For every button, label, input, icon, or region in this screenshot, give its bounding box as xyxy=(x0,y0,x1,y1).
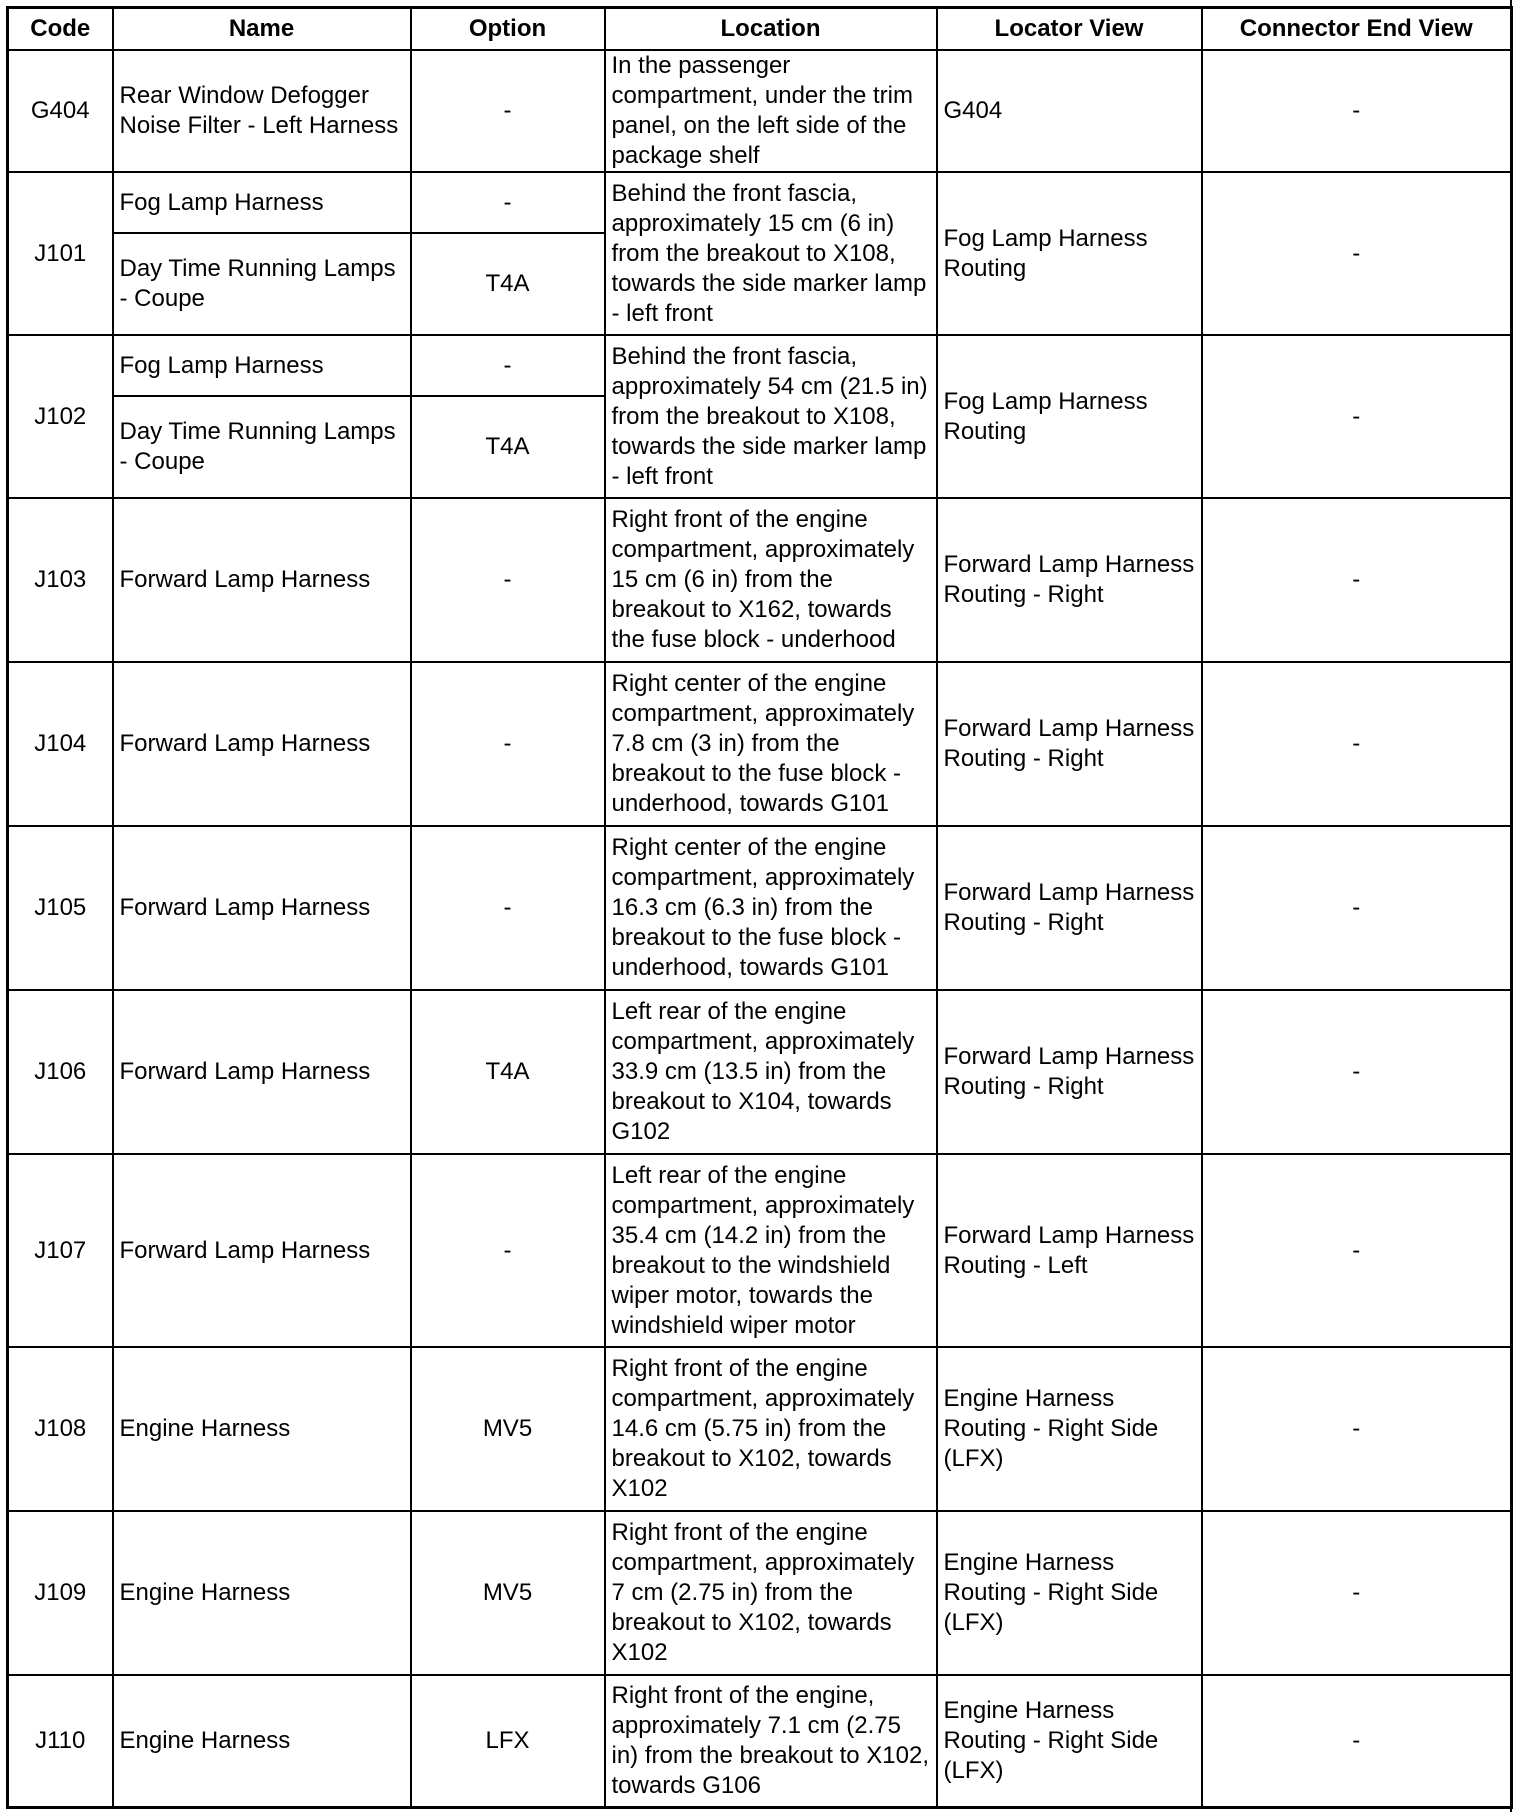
cell-location: Right center of the engine compartment, approximately 7.8 cm (3 in) from the breakout to the fuse block - underhood, towards G101 xyxy=(605,662,937,826)
cell-connector-end-view: - xyxy=(1202,1675,1512,1807)
cell-locator-view: Engine Harness Routing - Right Side (LFX) xyxy=(937,1347,1202,1511)
cell-name: Day Time Running Lamps - Coupe xyxy=(113,396,411,498)
table-row xyxy=(8,1675,1512,1807)
cell-locator-view: Forward Lamp Harness Routing - Right xyxy=(937,662,1202,826)
cell-code: J109 xyxy=(8,1511,113,1675)
cell-code: J103 xyxy=(8,498,113,662)
cell-locator-view: Engine Harness Routing - Right Side (LFX) xyxy=(937,1511,1202,1675)
cell-connector-end-view: - xyxy=(1202,50,1512,172)
cell-code: J106 xyxy=(8,990,113,1154)
cell-connector-end-view: - xyxy=(1202,990,1512,1154)
cell-option: T4A xyxy=(411,233,605,335)
cell-name: Rear Window Defogger Noise Filter - Left Harness xyxy=(113,50,411,172)
cell-option: T4A xyxy=(411,990,605,1154)
cell-connector-end-view: - xyxy=(1202,498,1512,662)
header-locator-view: Locator View xyxy=(937,8,1202,51)
table-row xyxy=(8,172,1512,233)
cell-name: Forward Lamp Harness xyxy=(113,826,411,990)
cell-code: J105 xyxy=(8,826,113,990)
cell-option: - xyxy=(411,662,605,826)
cell-code: J101 xyxy=(8,172,113,335)
table-row xyxy=(8,498,1512,662)
cell-location: Left rear of the engine compartment, approximately 33.9 cm (13.5 in) from the breakout to X104, towards G102 xyxy=(605,990,937,1154)
table-row xyxy=(8,50,1512,172)
header-connector-end-view: Connector End View xyxy=(1202,8,1512,51)
cell-locator-view: Forward Lamp Harness Routing - Left xyxy=(937,1154,1202,1347)
cell-location: Right front of the engine compartment, approximately 14.6 cm (5.75 in) from the breakout to X102, towards X102 xyxy=(605,1347,937,1511)
cell-option: - xyxy=(411,1154,605,1347)
cell-name: Engine Harness xyxy=(113,1347,411,1511)
cell-code: J110 xyxy=(8,1675,113,1807)
cell-locator-view: Fog Lamp Harness Routing xyxy=(937,172,1202,335)
cell-option: - xyxy=(411,172,605,233)
cell-location: Behind the front fascia, approximately 54 cm (21.5 in) from the breakout to X108, towards the side marker lamp - left front xyxy=(605,335,937,498)
cell-option: - xyxy=(411,826,605,990)
cell-locator-view: Forward Lamp Harness Routing - Right xyxy=(937,498,1202,662)
cell-locator-view: Forward Lamp Harness Routing - Right xyxy=(937,990,1202,1154)
harness-connector-table xyxy=(6,6,1513,1809)
table-row xyxy=(8,335,1512,396)
cell-name: Fog Lamp Harness xyxy=(113,335,411,396)
cell-locator-view: Engine Harness Routing - Right Side (LFX) xyxy=(937,1675,1202,1807)
cell-name: Forward Lamp Harness xyxy=(113,990,411,1154)
cell-option: - xyxy=(411,498,605,662)
table-row xyxy=(8,990,1512,1154)
cell-name: Forward Lamp Harness xyxy=(113,498,411,662)
cell-location: Right front of the engine compartment, approximately 15 cm (6 in) from the breakout to X162, towards the fuse block - underhood xyxy=(605,498,937,662)
table-header-row xyxy=(8,8,1512,51)
cell-connector-end-view: - xyxy=(1202,662,1512,826)
header-location: Location xyxy=(605,8,937,51)
cell-name: Fog Lamp Harness xyxy=(113,172,411,233)
cell-name: Forward Lamp Harness xyxy=(113,1154,411,1347)
cell-name: Engine Harness xyxy=(113,1511,411,1675)
cell-option: MV5 xyxy=(411,1511,605,1675)
cell-location: Right front of the engine compartment, approximately 7 cm (2.75 in) from the breakout to X102, towards X102 xyxy=(605,1511,937,1675)
table-row xyxy=(8,662,1512,826)
header-name: Name xyxy=(113,8,411,51)
cell-locator-view: Forward Lamp Harness Routing - Right xyxy=(937,826,1202,990)
cell-location: In the passenger compartment, under the trim panel, on the left side of the package shelf xyxy=(605,50,937,172)
cell-location: Left rear of the engine compartment, approximately 35.4 cm (14.2 in) from the breakout to the windshield wiper motor, towards the windshield wiper motor xyxy=(605,1154,937,1347)
table-row xyxy=(8,826,1512,990)
page-edge-rule xyxy=(1510,0,1512,1812)
cell-location: Right center of the engine compartment, approximately 16.3 cm (6.3 in) from the breakout to the fuse block - underhood, towards G101 xyxy=(605,826,937,990)
cell-connector-end-view: - xyxy=(1202,826,1512,990)
cell-code: J107 xyxy=(8,1154,113,1347)
cell-code: J108 xyxy=(8,1347,113,1511)
header-code: Code xyxy=(8,8,113,51)
cell-name: Engine Harness xyxy=(113,1675,411,1807)
cell-code: J104 xyxy=(8,662,113,826)
cell-name: Forward Lamp Harness xyxy=(113,662,411,826)
cell-location: Right front of the engine, approximately 7.1 cm (2.75 in) from the breakout to X102, towards G106 xyxy=(605,1675,937,1807)
table-row xyxy=(8,1511,1512,1675)
cell-locator-view: Fog Lamp Harness Routing xyxy=(937,335,1202,498)
cell-option: - xyxy=(411,335,605,396)
cell-connector-end-view: - xyxy=(1202,1154,1512,1347)
cell-connector-end-view: - xyxy=(1202,172,1512,335)
table-row xyxy=(8,1347,1512,1511)
cell-name: Day Time Running Lamps - Coupe xyxy=(113,233,411,335)
cell-location: Behind the front fascia, approximately 15 cm (6 in) from the breakout to X108, towards the side marker lamp - left front xyxy=(605,172,937,335)
table-row xyxy=(8,1154,1512,1347)
cell-option: LFX xyxy=(411,1675,605,1807)
cell-option: T4A xyxy=(411,396,605,498)
cell-connector-end-view: - xyxy=(1202,1347,1512,1511)
header-option: Option xyxy=(411,8,605,51)
cell-locator-view: G404 xyxy=(937,50,1202,172)
cell-connector-end-view: - xyxy=(1202,1511,1512,1675)
cell-code: G404 xyxy=(8,50,113,172)
cell-option: - xyxy=(411,50,605,172)
cell-option: MV5 xyxy=(411,1347,605,1511)
cell-connector-end-view: - xyxy=(1202,335,1512,498)
cell-code: J102 xyxy=(8,335,113,498)
document-page xyxy=(6,6,1520,1809)
